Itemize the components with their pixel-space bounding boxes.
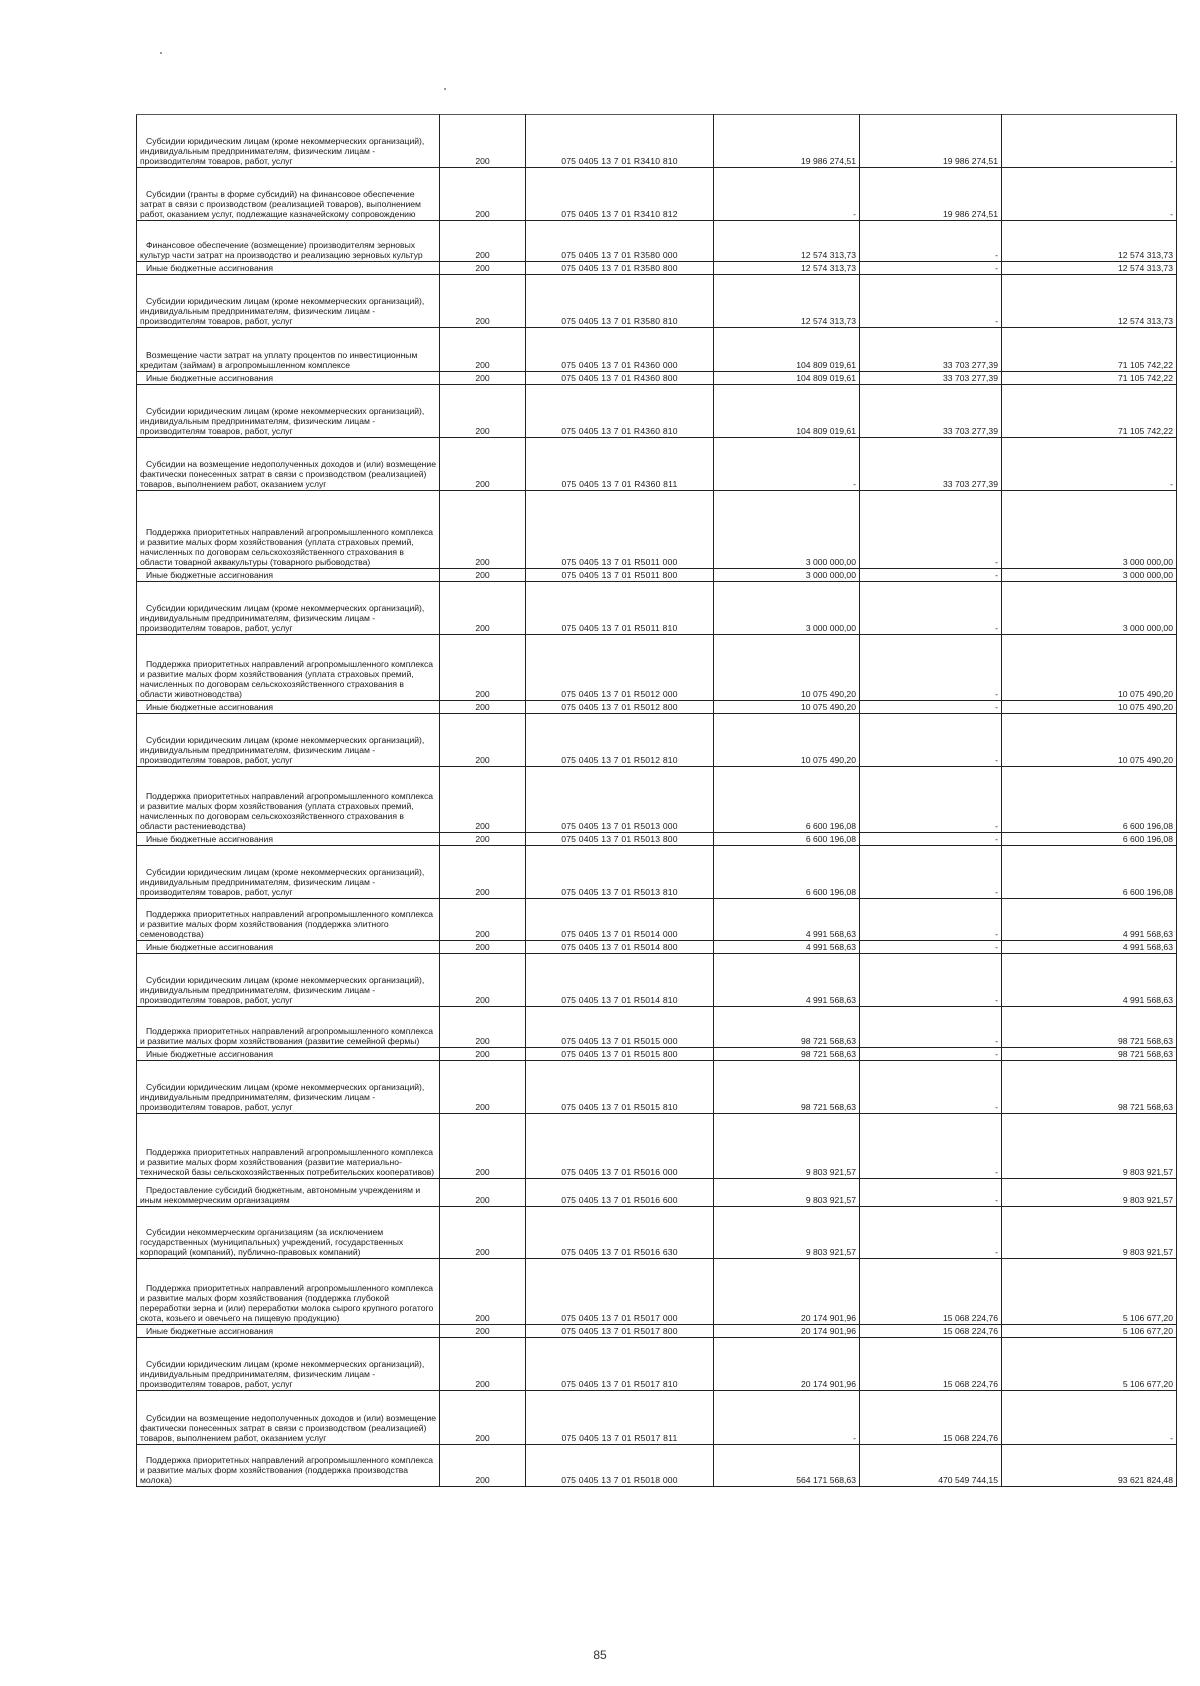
row-description xyxy=(137,385,440,438)
row-grbs-code: 200 xyxy=(440,328,526,372)
row-amount-regional: 4 991 568,63 xyxy=(1002,954,1177,1007)
row-amount-regional: 5 106 677,20 xyxy=(1002,1338,1177,1391)
row-amount-federal: 33 703 277,39 xyxy=(860,328,1002,372)
table-row xyxy=(137,701,1177,714)
row-amount-federal: - xyxy=(860,767,1002,833)
row-budget-code: 075 0405 13 7 01 R5013 000 xyxy=(526,767,714,833)
row-description-text: Поддержка приоритетных направлений агропромышленного комплекса и развитие малых форм хозяйствования (развитие семейной фермы) xyxy=(140,1026,434,1046)
row-description-text: Субсидии некоммерческим организациям (за исключением государственных (муниципальных) учреждений, государственных корпораций (компаний), публично-правовых компаний) xyxy=(140,1227,404,1257)
row-description-text: Субсидии юридическим лицам (кроме некоммерческих организаций), индивидуальным предпринимателям, физическим лицам - производителям товаров, работ, услуг xyxy=(140,603,425,633)
row-description xyxy=(137,1259,440,1325)
row-amount-regional: - xyxy=(1002,115,1177,168)
row-amount-federal: 15 068 224,76 xyxy=(860,1325,1002,1338)
row-amount-approved: 6 600 196,08 xyxy=(714,846,860,899)
row-amount-federal: - xyxy=(860,262,1002,275)
row-grbs-code: 200 xyxy=(440,1007,526,1048)
row-amount-approved: 98 721 568,63 xyxy=(714,1048,860,1061)
row-description xyxy=(137,1391,440,1445)
row-amount-regional: 4 991 568,63 xyxy=(1002,941,1177,954)
row-budget-code: 075 0405 13 7 01 R5017 000 xyxy=(526,1259,714,1325)
table-row xyxy=(137,899,1177,941)
row-description-text: Иные бюджетные ассигнования xyxy=(146,263,274,273)
row-budget-code: 075 0405 13 7 01 R3410 812 xyxy=(526,168,714,221)
row-description-text: Поддержка приоритетных направлений агропромышленного комплекса и развитие малых форм хозяйствования (поддержка глубокой переработки зерна и (или) переработки молока сырого крупного рогатого скота, козьего и овечьего на пищевую продукцию) xyxy=(140,1283,434,1323)
row-budget-code: 075 0405 13 7 01 R3580 810 xyxy=(526,275,714,328)
table-row xyxy=(137,1445,1177,1487)
row-grbs-code: 200 xyxy=(440,767,526,833)
row-amount-regional: 12 574 313,73 xyxy=(1002,221,1177,262)
row-description xyxy=(137,941,440,954)
row-amount-approved: 9 803 921,57 xyxy=(714,1207,860,1259)
row-amount-federal: - xyxy=(860,1114,1002,1179)
row-description-text: Иные бюджетные ассигнования xyxy=(146,570,274,580)
row-amount-federal: - xyxy=(860,569,1002,582)
row-amount-approved: 564 171 568,63 xyxy=(714,1445,860,1487)
table-row xyxy=(137,275,1177,328)
row-amount-regional: 6 600 196,08 xyxy=(1002,846,1177,899)
row-description-text: Поддержка приоритетных направлений агропромышленного комплекса и развитие малых форм хозяйствования (поддержка элитного семеноводства) xyxy=(140,909,434,939)
row-description-text: Иные бюджетные ассигнования xyxy=(146,1326,274,1336)
row-description-text: Субсидии юридическим лицам (кроме некоммерческих организаций), индивидуальным предпринимателям, физическим лицам - производителям товаров, работ, услуг xyxy=(140,867,425,897)
row-grbs-code: 200 xyxy=(440,275,526,328)
table-row xyxy=(137,221,1177,262)
row-description-text: Субсидии юридическим лицам (кроме некоммерческих организаций), индивидуальным предпринимателям, физическим лицам - производителям товаров, работ, услуг xyxy=(140,1082,425,1112)
row-grbs-code: 200 xyxy=(440,1325,526,1338)
row-description xyxy=(137,833,440,846)
row-description xyxy=(137,1445,440,1487)
row-amount-regional: 5 106 677,20 xyxy=(1002,1259,1177,1325)
table-row xyxy=(137,846,1177,899)
row-budget-code: 075 0405 13 7 01 R5017 800 xyxy=(526,1325,714,1338)
row-amount-approved: 3 000 000,00 xyxy=(714,569,860,582)
row-amount-approved: 10 075 490,20 xyxy=(714,714,860,767)
row-budget-code: 075 0405 13 7 01 R5014 800 xyxy=(526,941,714,954)
row-amount-regional: 98 721 568,63 xyxy=(1002,1048,1177,1061)
row-description-text: Иные бюджетные ассигнования xyxy=(146,702,274,712)
row-description-text: Предоставление субсидий бюджетным, автономным учреждениям и иным некоммерческим организациям xyxy=(140,1185,421,1205)
row-grbs-code: 200 xyxy=(440,569,526,582)
row-amount-federal: - xyxy=(860,1179,1002,1207)
row-grbs-code: 200 xyxy=(440,714,526,767)
row-amount-approved: 20 174 901,96 xyxy=(714,1325,860,1338)
row-amount-federal: - xyxy=(860,1207,1002,1259)
row-amount-approved: 6 600 196,08 xyxy=(714,767,860,833)
row-amount-regional: - xyxy=(1002,168,1177,221)
table-row xyxy=(137,941,1177,954)
row-amount-federal: - xyxy=(860,635,1002,701)
row-amount-regional: 3 000 000,00 xyxy=(1002,491,1177,569)
row-budget-code: 075 0405 13 7 01 R5016 600 xyxy=(526,1179,714,1207)
row-description xyxy=(137,438,440,491)
table-row xyxy=(137,1325,1177,1338)
row-amount-regional: 5 106 677,20 xyxy=(1002,1325,1177,1338)
row-grbs-code: 200 xyxy=(440,372,526,385)
row-description-text: Поддержка приоритетных направлений агропромышленного комплекса и развитие малых форм хозяйствования (уплата страховых премий, начисленных по договорам сельскохозяйственного страхования в области растениеводства) xyxy=(140,791,434,831)
row-grbs-code: 200 xyxy=(440,1391,526,1445)
row-budget-code: 075 0405 13 7 01 R5011 800 xyxy=(526,569,714,582)
row-amount-regional: 3 000 000,00 xyxy=(1002,582,1177,635)
row-amount-regional: 9 803 921,57 xyxy=(1002,1114,1177,1179)
row-amount-federal: - xyxy=(860,701,1002,714)
row-description-text: Поддержка приоритетных направлений агропромышленного комплекса и развитие малых форм хозяйствования (развитие материально-технической базы сельскохозяйственных потребительских кооперативов) xyxy=(140,1147,435,1177)
row-description xyxy=(137,262,440,275)
row-grbs-code: 200 xyxy=(440,899,526,941)
row-description-text: Субсидии на возмещение недополученных доходов и (или) возмещение фактически понесенных затрат в связи с производством (реализацией) товаров, выполнением работ, оказанием услуг xyxy=(140,1413,436,1443)
row-budget-code: 075 0405 13 7 01 R5014 810 xyxy=(526,954,714,1007)
row-budget-code: 075 0405 13 7 01 R5013 800 xyxy=(526,833,714,846)
row-budget-code: 075 0405 13 7 01 R5013 810 xyxy=(526,846,714,899)
table-row xyxy=(137,328,1177,372)
row-budget-code: 075 0405 13 7 01 R4360 811 xyxy=(526,438,714,491)
row-grbs-code: 200 xyxy=(440,221,526,262)
row-amount-approved: - xyxy=(714,168,860,221)
table-row xyxy=(137,1007,1177,1048)
row-grbs-code: 200 xyxy=(440,438,526,491)
row-amount-approved: 9 803 921,57 xyxy=(714,1114,860,1179)
row-amount-regional: 4 991 568,63 xyxy=(1002,899,1177,941)
row-amount-federal: - xyxy=(860,1061,1002,1114)
row-amount-federal: 33 703 277,39 xyxy=(860,372,1002,385)
row-amount-federal: - xyxy=(860,954,1002,1007)
row-amount-approved: 98 721 568,63 xyxy=(714,1061,860,1114)
row-description xyxy=(137,846,440,899)
row-grbs-code: 200 xyxy=(440,262,526,275)
row-amount-regional: 10 075 490,20 xyxy=(1002,701,1177,714)
row-amount-federal: - xyxy=(860,941,1002,954)
row-grbs-code: 200 xyxy=(440,833,526,846)
row-description xyxy=(137,275,440,328)
row-description xyxy=(137,491,440,569)
table-row xyxy=(137,372,1177,385)
row-amount-federal: - xyxy=(860,582,1002,635)
row-amount-regional: 98 721 568,63 xyxy=(1002,1007,1177,1048)
row-amount-approved: 3 000 000,00 xyxy=(714,491,860,569)
row-grbs-code: 200 xyxy=(440,582,526,635)
row-amount-regional: 6 600 196,08 xyxy=(1002,767,1177,833)
row-grbs-code: 200 xyxy=(440,385,526,438)
row-amount-federal: 15 068 224,76 xyxy=(860,1391,1002,1445)
row-amount-regional: 10 075 490,20 xyxy=(1002,635,1177,701)
row-description-text: Иные бюджетные ассигнования xyxy=(146,834,274,844)
row-amount-federal: - xyxy=(860,1007,1002,1048)
row-description-text: Субсидии юридическим лицам (кроме некоммерческих организаций), индивидуальным предпринимателям, физическим лицам - производителям товаров, работ, услуг xyxy=(140,296,425,326)
row-amount-regional: 71 105 742,22 xyxy=(1002,328,1177,372)
table-row xyxy=(137,767,1177,833)
row-budget-code: 075 0405 13 7 01 R5018 000 xyxy=(526,1445,714,1487)
row-grbs-code: 200 xyxy=(440,1259,526,1325)
row-budget-code: 075 0405 13 7 01 R5017 811 xyxy=(526,1391,714,1445)
row-budget-code: 075 0405 13 7 01 R5015 800 xyxy=(526,1048,714,1061)
row-amount-approved: 12 574 313,73 xyxy=(714,275,860,328)
row-amount-approved: 4 991 568,63 xyxy=(714,941,860,954)
scan-speck xyxy=(444,88,446,90)
row-description-text: Поддержка приоритетных направлений агропромышленного комплекса и развитие малых форм хозяйствования (уплата страховых премий, начисленных по договорам сельскохозяйственного страхования в области животноводства) xyxy=(140,659,434,699)
row-budget-code: 075 0405 13 7 01 R5011 810 xyxy=(526,582,714,635)
row-description-text: Поддержка приоритетных направлений агропромышленного комплекса и развитие малых форм хозяйствования (уплата страховых премий, начисленных по договорам сельскохозяйственного страхования в области товарной аквакультуры (товарного рыбоводства) xyxy=(140,527,434,567)
row-amount-approved: 10 075 490,20 xyxy=(714,635,860,701)
row-description-text: Иные бюджетные ассигнования xyxy=(146,373,274,383)
row-amount-federal: - xyxy=(860,1048,1002,1061)
row-amount-federal: 19 986 274,51 xyxy=(860,168,1002,221)
table-row xyxy=(137,582,1177,635)
row-amount-regional: 12 574 313,73 xyxy=(1002,275,1177,328)
row-budget-code: 075 0405 13 7 01 R5012 810 xyxy=(526,714,714,767)
row-grbs-code: 200 xyxy=(440,491,526,569)
row-description-text: Возмещение части затрат на уплату процентов по инвестиционным кредитам (займам) в агропромышленном комплексе xyxy=(140,350,418,370)
row-amount-federal: 470 549 744,15 xyxy=(860,1445,1002,1487)
row-amount-approved: 20 174 901,96 xyxy=(714,1259,860,1325)
row-grbs-code: 200 xyxy=(440,1114,526,1179)
row-amount-approved: 6 600 196,08 xyxy=(714,833,860,846)
row-description xyxy=(137,1179,440,1207)
row-amount-regional: 12 574 313,73 xyxy=(1002,262,1177,275)
row-description-text: Поддержка приоритетных направлений агропромышленного комплекса и развитие малых форм хозяйствования (поддержка производства молока) xyxy=(140,1455,434,1485)
row-budget-code: 075 0405 13 7 01 R3580 800 xyxy=(526,262,714,275)
row-budget-code: 075 0405 13 7 01 R5012 800 xyxy=(526,701,714,714)
row-budget-code: 075 0405 13 7 01 R5015 810 xyxy=(526,1061,714,1114)
row-amount-approved: 20 174 901,96 xyxy=(714,1338,860,1391)
row-description xyxy=(137,701,440,714)
row-amount-approved: 4 991 568,63 xyxy=(714,954,860,1007)
row-grbs-code: 200 xyxy=(440,1179,526,1207)
row-budget-code: 075 0405 13 7 01 R5012 000 xyxy=(526,635,714,701)
budget-table-body xyxy=(137,115,1177,1487)
row-amount-regional: - xyxy=(1002,438,1177,491)
row-budget-code: 075 0405 13 7 01 R3410 810 xyxy=(526,115,714,168)
row-grbs-code: 200 xyxy=(440,1338,526,1391)
table-row xyxy=(137,115,1177,168)
table-row xyxy=(137,385,1177,438)
row-amount-federal: - xyxy=(860,491,1002,569)
row-amount-approved: 98 721 568,63 xyxy=(714,1007,860,1048)
row-amount-federal: - xyxy=(860,714,1002,767)
row-amount-approved: 12 574 313,73 xyxy=(714,221,860,262)
row-amount-regional: 71 105 742,22 xyxy=(1002,385,1177,438)
row-description xyxy=(137,582,440,635)
row-amount-federal: 15 068 224,76 xyxy=(860,1259,1002,1325)
row-budget-code: 075 0405 13 7 01 R4360 800 xyxy=(526,372,714,385)
row-amount-approved: 10 075 490,20 xyxy=(714,701,860,714)
table-row xyxy=(137,833,1177,846)
row-amount-approved: 12 574 313,73 xyxy=(714,262,860,275)
row-amount-federal: 19 986 274,51 xyxy=(860,115,1002,168)
row-amount-approved: 104 809 019,61 xyxy=(714,385,860,438)
row-description xyxy=(137,1114,440,1179)
row-description-text: Субсидии на возмещение недополученных доходов и (или) возмещение фактически понесенных затрат в связи с производством (реализацией) товаров, выполнением работ, оказанием услуг xyxy=(140,459,436,489)
row-description-text: Субсидии юридическим лицам (кроме некоммерческих организаций), индивидуальным предпринимателям, физическим лицам - производителям товаров, работ, услуг xyxy=(140,735,425,765)
row-description xyxy=(137,168,440,221)
row-amount-approved: 104 809 019,61 xyxy=(714,328,860,372)
row-grbs-code: 200 xyxy=(440,168,526,221)
row-description xyxy=(137,1007,440,1048)
row-amount-approved: 3 000 000,00 xyxy=(714,582,860,635)
row-amount-federal: - xyxy=(860,846,1002,899)
row-amount-approved: - xyxy=(714,438,860,491)
row-grbs-code: 200 xyxy=(440,941,526,954)
table-row xyxy=(137,1391,1177,1445)
table-row xyxy=(137,491,1177,569)
row-description-text: Финансовое обеспечение (возмещение) производителям зерновых культур части затрат на производство и реализацию зерновых культур xyxy=(140,240,423,260)
row-amount-federal: 33 703 277,39 xyxy=(860,385,1002,438)
table-row xyxy=(137,1179,1177,1207)
row-amount-regional: 9 803 921,57 xyxy=(1002,1207,1177,1259)
table-row xyxy=(137,714,1177,767)
row-grbs-code: 200 xyxy=(440,846,526,899)
row-amount-approved: 9 803 921,57 xyxy=(714,1179,860,1207)
row-grbs-code: 200 xyxy=(440,115,526,168)
scan-speck xyxy=(160,52,162,54)
row-description xyxy=(137,569,440,582)
row-description xyxy=(137,1048,440,1061)
row-description-text: Иные бюджетные ассигнования xyxy=(146,942,274,952)
row-budget-code: 075 0405 13 7 01 R5016 630 xyxy=(526,1207,714,1259)
row-description xyxy=(137,635,440,701)
row-description xyxy=(137,899,440,941)
row-amount-regional: 93 621 824,48 xyxy=(1002,1445,1177,1487)
row-budget-code: 075 0405 13 7 01 R5015 000 xyxy=(526,1007,714,1048)
row-amount-approved: 19 986 274,51 xyxy=(714,115,860,168)
row-description xyxy=(137,767,440,833)
row-amount-federal: - xyxy=(860,899,1002,941)
row-budget-code: 075 0405 13 7 01 R3580 000 xyxy=(526,221,714,262)
row-description xyxy=(137,221,440,262)
row-description xyxy=(137,115,440,168)
row-amount-federal: - xyxy=(860,833,1002,846)
row-amount-regional: 10 075 490,20 xyxy=(1002,714,1177,767)
row-amount-regional: 71 105 742,22 xyxy=(1002,372,1177,385)
row-amount-regional: 98 721 568,63 xyxy=(1002,1061,1177,1114)
row-description xyxy=(137,1338,440,1391)
row-budget-code: 075 0405 13 7 01 R5011 000 xyxy=(526,491,714,569)
row-description xyxy=(137,1207,440,1259)
row-amount-regional: 9 803 921,57 xyxy=(1002,1179,1177,1207)
table-row xyxy=(137,262,1177,275)
row-description-text: Субсидии (гранты в форме субсидий) на финансовое обеспечение затрат в связи с производством (реализацией товаров), выполнением работ, оказанием услуг, подлежащие казначейскому сопровождению xyxy=(140,189,421,219)
table-row xyxy=(137,1048,1177,1061)
row-description xyxy=(137,372,440,385)
row-amount-approved: - xyxy=(714,1391,860,1445)
row-grbs-code: 200 xyxy=(440,1061,526,1114)
row-budget-code: 075 0405 13 7 01 R4360 810 xyxy=(526,385,714,438)
row-budget-code: 075 0405 13 7 01 R5014 000 xyxy=(526,899,714,941)
table-row xyxy=(137,438,1177,491)
table-row xyxy=(137,635,1177,701)
row-grbs-code: 200 xyxy=(440,701,526,714)
table-row xyxy=(137,1338,1177,1391)
row-budget-code: 075 0405 13 7 01 R5016 000 xyxy=(526,1114,714,1179)
row-description-text: Субсидии юридическим лицам (кроме некоммерческих организаций), индивидуальным предпринимателям, физическим лицам - производителям товаров, работ, услуг xyxy=(140,975,425,1005)
table-row xyxy=(137,569,1177,582)
table-row xyxy=(137,1207,1177,1259)
row-description xyxy=(137,954,440,1007)
row-grbs-code: 200 xyxy=(440,1207,526,1259)
table-row xyxy=(137,168,1177,221)
row-description-text: Субсидии юридическим лицам (кроме некоммерческих организаций), индивидуальным предпринимателям, физическим лицам - производителям товаров, работ, услуг xyxy=(140,1359,425,1389)
row-budget-code: 075 0405 13 7 01 R4360 000 xyxy=(526,328,714,372)
row-amount-regional: 3 000 000,00 xyxy=(1002,569,1177,582)
row-grbs-code: 200 xyxy=(440,954,526,1007)
row-description xyxy=(137,1325,440,1338)
table-row xyxy=(137,954,1177,1007)
table-row xyxy=(137,1259,1177,1325)
page-number: 85 xyxy=(593,1648,607,1662)
row-description-text: Субсидии юридическим лицам (кроме некоммерческих организаций), индивидуальным предпринимателям, физическим лицам - производителям товаров, работ, услуг xyxy=(140,406,425,436)
row-amount-regional: - xyxy=(1002,1391,1177,1445)
budget-table xyxy=(136,114,1177,1487)
row-description xyxy=(137,714,440,767)
table-row xyxy=(137,1114,1177,1179)
row-grbs-code: 200 xyxy=(440,1445,526,1487)
row-description-text: Субсидии юридическим лицам (кроме некоммерческих организаций), индивидуальным предпринимателям, физическим лицам - производителям товаров, работ, услуг xyxy=(140,136,425,166)
row-grbs-code: 200 xyxy=(440,1048,526,1061)
row-description xyxy=(137,1061,440,1114)
row-description xyxy=(137,328,440,372)
row-amount-regional: 6 600 196,08 xyxy=(1002,833,1177,846)
row-grbs-code: 200 xyxy=(440,635,526,701)
row-budget-code: 075 0405 13 7 01 R5017 810 xyxy=(526,1338,714,1391)
row-description-text: Иные бюджетные ассигнования xyxy=(146,1049,274,1059)
row-amount-approved: 104 809 019,61 xyxy=(714,372,860,385)
row-amount-federal: 15 068 224,76 xyxy=(860,1338,1002,1391)
row-amount-federal: - xyxy=(860,221,1002,262)
row-amount-approved: 4 991 568,63 xyxy=(714,899,860,941)
row-amount-federal: - xyxy=(860,275,1002,328)
table-row xyxy=(137,1061,1177,1114)
row-amount-federal: 33 703 277,39 xyxy=(860,438,1002,491)
